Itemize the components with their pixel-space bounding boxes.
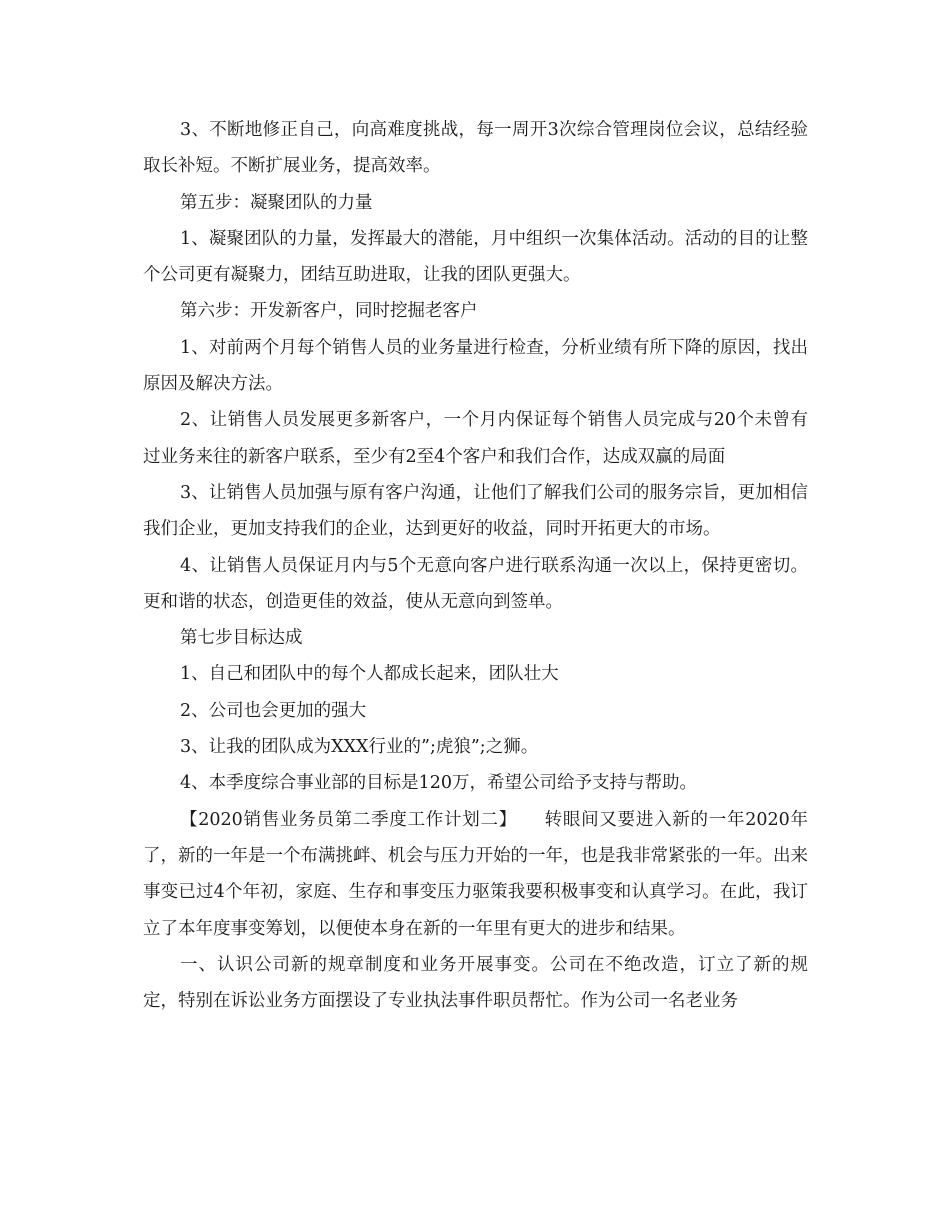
paragraph-step7-item2: 2、公司也会更加的强大 — [180, 700, 367, 721]
paragraph-step5-item1: 1、凝聚团队的力量，发挥最大的潜能，月中组织一次集体活动。活动的目的让整个公司更有凝聚力，团结互助进取，让我的团队更强大。 — [143, 228, 808, 286]
heading-step6: 第六步：开发新客户，同时挖掘老客户 — [180, 301, 478, 322]
paragraph-section-one: 一、认识公司新的规章制度和业务开展事变。公司在不绝改造，订立了新的规定，特别在诉讼业务方面摆设了专业执法事件职员帮忙。作为公司一名老业务 — [143, 954, 808, 1012]
heading-step7: 第七步目标达成 — [180, 628, 303, 649]
paragraph-step4-item3: 3、不断地修正自己，向高难度挑战，每一周开3次综合管理岗位会议，总结经验取长补短。不断扩展业务，提高效率。 — [143, 120, 808, 177]
heading-step5: 第五步：凝聚团队的力量 — [180, 192, 373, 213]
paragraph-step6-item3: 3、让销售人员加强与原有客户沟通，让他们了解我们公司的服务宗旨，更加相信我们企业，更加支持我们的企业，达到更好的收益，同时开拓更大的市场。 — [143, 482, 808, 540]
paragraph-step6-item1: 1、对前两个月每个销售人员的业务量进行检查，分析业绩有所下降的原因，找出原因及解决方法。 — [143, 337, 808, 395]
paragraph-step7-item1: 1、自己和团队中的每个人都成长起来，团队壮大 — [180, 664, 559, 685]
document-body — [143, 112, 808, 1019]
paragraph-plan-two-intro: 【2020销售业务员第二季度工作计划二】 转眼间又要进入新的一年2020年了，新的一年是一个布满挑衅、机会与压力开始的一年，也是我非常紧张的一年。出来事变已过4个年初，家庭、生存和事变压力驱策我要积极事变和认真学习。在此，我订立了本年度事变筹划，以便使本身在新的一年里有更大的进步和结果。 — [143, 809, 808, 939]
paragraph-step6-item2: 2、让销售人员发展更多新客户，一个月内保证每个销售人员完成与20个未曾有过业务来往的新客户联系，至少有2至4个客户和我们合作，达成双赢的局面 — [143, 410, 808, 467]
paragraph-step7-item3: 3、让我的团队成为XXX行业的”;虎狼”;之狮。 — [180, 737, 539, 758]
paragraph-step7-item4: 4、本季度综合事业部的目标是120万，希望公司给予支持与帮助。 — [180, 773, 698, 794]
paragraph-step6-item4: 4、让销售人员保证月内与5个无意向客户进行联系沟通一次以上，保持更密切。更和谐的状态，创造更佳的效益，使从无意向到签单。 — [143, 555, 808, 612]
